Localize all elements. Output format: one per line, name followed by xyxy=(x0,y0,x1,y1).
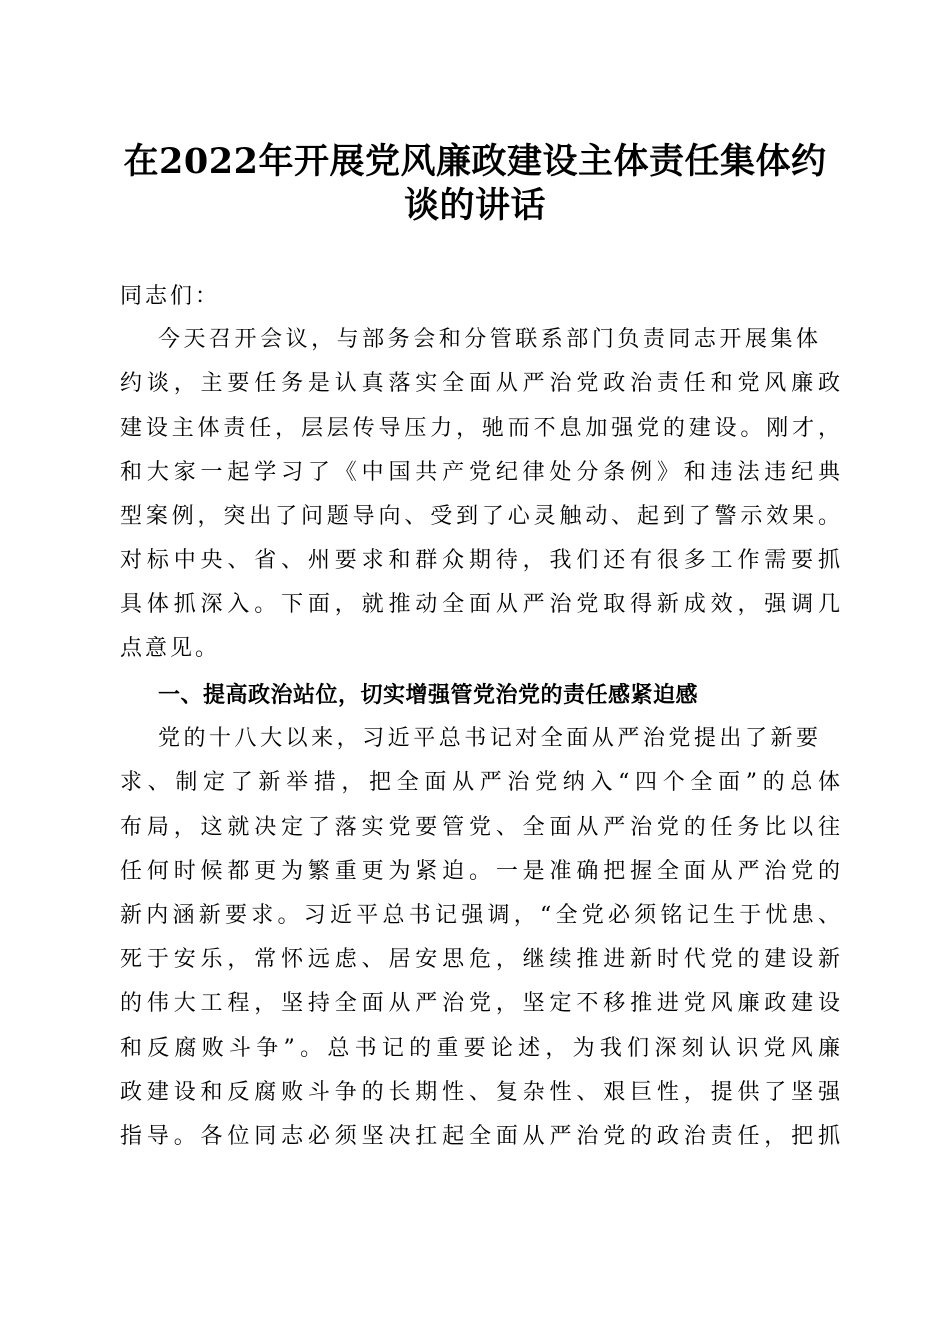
paragraph-line: 和大家一起学习了《中国共产党纪律处分条例》和违法违纪典 xyxy=(120,460,840,485)
paragraph-line: 求、制定了新举措，把全面从严治党纳入“四个全面”的总体 xyxy=(120,770,840,795)
paragraph-line: 建设主体责任，层层传导压力，驰而不息加强党的建设。刚才， xyxy=(120,416,840,441)
paragraph-line: 和反腐败斗争”。总书记的重要论述，为我们深刻认识党风廉 xyxy=(120,1036,840,1061)
paragraph-line: 对标中央、省、州要求和群众期待，我们还有很多工作需要抓 xyxy=(120,548,840,573)
paragraph-line: 点意见。 xyxy=(120,636,221,661)
paragraph-line: 政建设和反腐败斗争的长期性、复杂性、艰巨性，提供了坚强 xyxy=(120,1080,840,1105)
paragraph-line: 具体抓深入。下面，就推动全面从严治党取得新成效，强调几 xyxy=(120,592,840,617)
paragraph-line: 今天召开会议，与部务会和分管联系部门负责同志开展集体 xyxy=(158,327,818,352)
paragraph-line: 任何时候都更为繁重更为紧迫。一是准确把握全面从严治党的 xyxy=(120,859,840,884)
paragraph-line: 约谈，主要任务是认真落实全面从严治党政治责任和党风廉政 xyxy=(120,371,840,396)
paragraph-line: 死于安乐，常怀远虑、居安思危，继续推进新时代党的建设新 xyxy=(120,947,840,972)
salutation: 同志们： xyxy=(120,284,221,309)
section-heading: 一、提高政治站位，切实增强管党治党的责任感紧迫感 xyxy=(158,683,699,708)
document-title-line-1: 在2022年开展党风廉政建设主体责任集体约 xyxy=(123,141,827,182)
paragraph-line: 指导。各位同志必须坚决扛起全面从严治党的政治责任，把抓 xyxy=(120,1124,840,1149)
document-title-line-2: 谈的讲话 xyxy=(403,185,546,226)
paragraph-line: 的伟大工程，坚持全面从严治党，坚定不移推进党风廉政建设 xyxy=(120,991,840,1016)
paragraph-line: 型案例，突出了问题导向、受到了心灵触动、起到了警示效果。 xyxy=(120,504,840,529)
paragraph-line: 布局，这就决定了落实党要管党、全面从严治党的任务比以往 xyxy=(120,815,840,840)
paragraph-line: 新内涵新要求。习近平总书记强调，“全党必须铭记生于忧患、 xyxy=(120,903,840,928)
paragraph-line: 党的十八大以来，习近平总书记对全面从严治党提出了新要 xyxy=(158,726,818,751)
